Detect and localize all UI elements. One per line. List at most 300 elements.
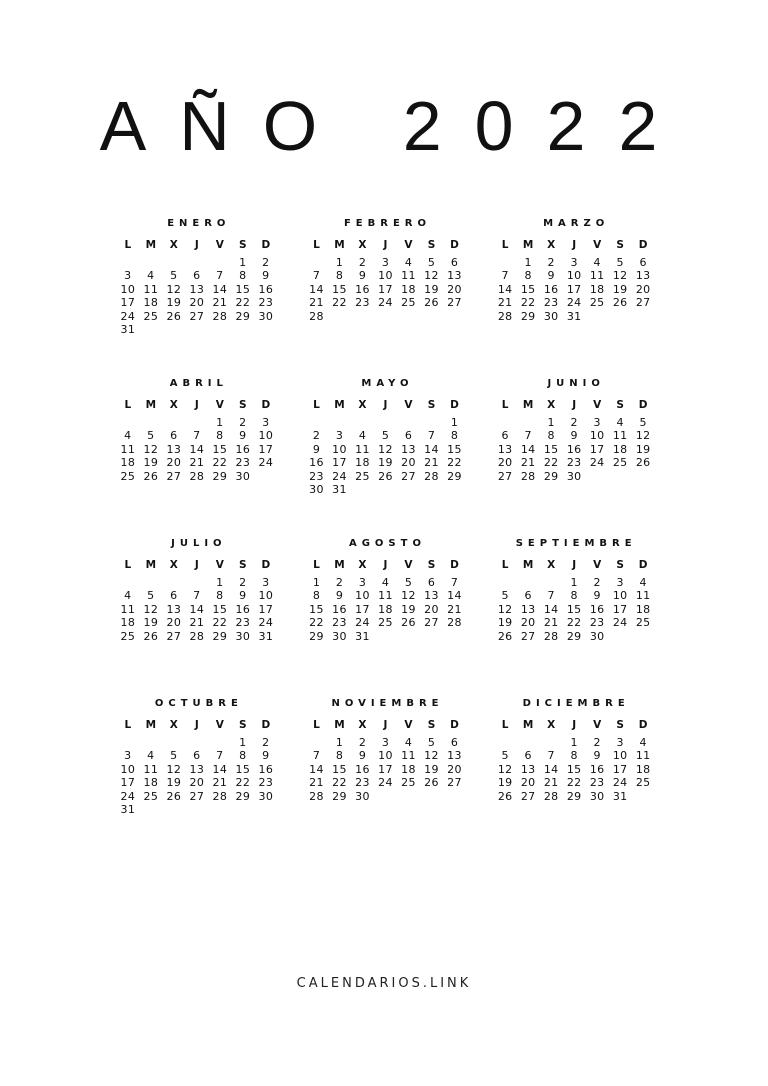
month-name: OCTUBRE	[154, 698, 243, 709]
day-cell: 15	[520, 282, 536, 296]
month-septiembre	[479, 534, 668, 694]
day-cell: 24	[258, 456, 274, 470]
day-cell: 12	[424, 269, 439, 283]
weekday-label: S	[616, 399, 624, 411]
empty-cell	[139, 256, 162, 269]
weekday-label: X	[358, 399, 367, 411]
day-cell: 10	[355, 589, 370, 603]
day-cell: 29	[566, 789, 582, 803]
empty-cell	[116, 736, 139, 749]
month-enero	[102, 214, 291, 374]
day-cell: 23	[355, 776, 370, 790]
day-cell: 17	[332, 456, 347, 470]
weekday-label: J	[572, 399, 577, 411]
day-cell: 20	[520, 776, 536, 790]
day-cell: 27	[166, 469, 182, 483]
day-cell: 27	[447, 296, 462, 310]
empty-cell	[116, 576, 139, 589]
weekday-label: S	[616, 719, 624, 731]
empty-cell	[162, 256, 185, 269]
day-cell: 6	[170, 429, 178, 443]
empty-cell	[162, 576, 185, 589]
weekday-label: L	[501, 399, 509, 411]
days-grid	[305, 736, 465, 803]
day-cell: 26	[635, 456, 651, 470]
day-cell: 4	[124, 589, 132, 603]
weekday-label: V	[215, 399, 224, 411]
day-cell: 12	[378, 442, 393, 456]
day-cell: 21	[189, 616, 205, 630]
weekday-label: X	[169, 559, 178, 571]
days-grid	[305, 576, 465, 643]
weekday-label: M	[145, 719, 157, 731]
day-cell: 24	[120, 309, 136, 323]
weekday-label: M	[522, 239, 534, 251]
day-cell: 2	[593, 736, 601, 749]
day-cell: 24	[612, 616, 628, 630]
day-cell: 17	[612, 762, 628, 776]
month-octubre	[102, 694, 291, 854]
day-cell: 25	[635, 776, 651, 790]
day-cell: 1	[570, 736, 578, 749]
day-cell: 30	[589, 789, 605, 803]
day-cell: 23	[355, 296, 370, 310]
day-cell: 18	[612, 442, 628, 456]
day-cell: 28	[212, 309, 228, 323]
day-cell: 3	[616, 576, 624, 589]
day-cell: 27	[166, 629, 182, 643]
day-cell: 24	[589, 456, 605, 470]
day-cell: 6	[193, 269, 201, 283]
day-cell: 7	[312, 269, 321, 283]
weekday-label: J	[383, 239, 388, 251]
day-cell: 25	[589, 296, 605, 310]
day-cell: 17	[378, 282, 393, 296]
empty-cell	[139, 416, 162, 429]
day-cell: 5	[147, 589, 155, 603]
weekday-label: J	[194, 559, 199, 571]
day-cell: 25	[401, 296, 416, 310]
day-cell: 16	[355, 282, 370, 296]
day-cell: 5	[427, 736, 436, 749]
day-cell: 26	[378, 469, 393, 483]
day-cell: 8	[570, 589, 578, 603]
day-cell: 11	[635, 749, 651, 763]
empty-cell	[397, 416, 420, 429]
day-cell: 8	[335, 269, 344, 283]
day-cell: 15	[235, 762, 251, 776]
day-cell: 24	[355, 616, 370, 630]
weekday-label: D	[450, 719, 459, 731]
day-cell: 3	[381, 256, 390, 269]
weekday-label: J	[383, 719, 388, 731]
day-cell: 3	[358, 576, 367, 589]
day-cell: 10	[589, 429, 605, 443]
day-cell: 18	[635, 602, 651, 616]
day-cell: 15	[566, 762, 582, 776]
day-cell: 6	[170, 589, 178, 603]
day-cell: 8	[335, 749, 344, 763]
day-cell: 21	[309, 296, 324, 310]
day-cell: 29	[543, 469, 559, 483]
day-cell: 15	[332, 282, 347, 296]
day-cell: 23	[235, 456, 251, 470]
day-cell: 20	[189, 296, 205, 310]
month-agosto	[291, 534, 480, 694]
day-cell: 6	[450, 256, 459, 269]
weekday-label: D	[638, 399, 648, 411]
day-cell: 5	[381, 429, 390, 443]
weekday-label: S	[239, 719, 247, 731]
day-cell: 19	[166, 296, 182, 310]
day-cell: 29	[212, 469, 228, 483]
day-cell: 19	[166, 776, 182, 790]
day-cell: 3	[262, 576, 270, 589]
day-cell: 19	[424, 762, 439, 776]
day-cell: 15	[212, 602, 228, 616]
day-cell: 29	[235, 789, 251, 803]
day-cell: 17	[120, 776, 136, 790]
day-cell: 23	[258, 296, 274, 310]
days-grid	[116, 576, 276, 643]
day-cell: 9	[358, 749, 367, 763]
day-cell: 30	[258, 789, 274, 803]
weekday-header	[305, 394, 465, 416]
day-cell: 6	[404, 429, 413, 443]
days-grid	[494, 256, 654, 323]
weekday-label: L	[313, 719, 320, 731]
page-title: AÑO 2022	[99, 87, 691, 165]
day-cell: 18	[143, 776, 159, 790]
weekday-label: S	[427, 239, 436, 251]
day-cell: 29	[447, 469, 462, 483]
weekday-label: M	[145, 559, 157, 571]
empty-cell	[305, 736, 328, 749]
day-cell: 26	[424, 776, 439, 790]
weekday-label: M	[334, 399, 345, 411]
weekday-label: V	[215, 559, 224, 571]
day-cell: 15	[447, 442, 462, 456]
weekday-label: X	[169, 719, 178, 731]
day-cell: 17	[589, 442, 605, 456]
empty-cell	[540, 576, 563, 589]
day-cell: 8	[312, 589, 321, 603]
day-cell: 18	[401, 762, 416, 776]
day-cell: 3	[570, 256, 578, 269]
day-cell: 29	[212, 629, 228, 643]
weekday-label: L	[501, 239, 509, 251]
day-cell: 23	[589, 776, 605, 790]
day-cell: 9	[239, 429, 247, 443]
day-cell: 25	[401, 776, 416, 790]
day-cell: 8	[216, 429, 224, 443]
day-cell: 10	[566, 269, 582, 283]
weekday-label: D	[261, 239, 271, 251]
empty-cell	[420, 416, 443, 429]
day-cell: 31	[120, 322, 136, 336]
empty-cell	[540, 736, 563, 749]
days-grid	[494, 736, 654, 803]
day-cell: 22	[332, 296, 347, 310]
weekday-label: V	[593, 719, 602, 731]
day-cell: 1	[239, 256, 247, 269]
day-cell: 4	[147, 749, 155, 763]
day-cell: 3	[335, 429, 344, 443]
day-cell: 16	[258, 282, 274, 296]
weekday-label: M	[334, 239, 345, 251]
day-cell: 10	[378, 749, 393, 763]
day-cell: 8	[239, 749, 247, 763]
day-cell: 22	[566, 776, 582, 790]
days-grid	[494, 416, 654, 483]
day-cell: 19	[497, 776, 513, 790]
day-cell: 16	[589, 762, 605, 776]
weekday-label: J	[572, 719, 577, 731]
day-cell: 29	[520, 309, 536, 323]
day-cell: 29	[309, 629, 324, 643]
day-cell: 25	[143, 789, 159, 803]
weekday-header	[494, 714, 654, 736]
day-cell: 29	[332, 789, 347, 803]
day-cell: 12	[166, 282, 182, 296]
day-cell: 25	[378, 616, 393, 630]
day-cell: 1	[524, 256, 532, 269]
weekday-header	[116, 714, 276, 736]
day-cell: 14	[309, 762, 324, 776]
day-cell: 5	[616, 256, 624, 269]
weekday-label: X	[547, 559, 556, 571]
day-cell: 1	[547, 416, 555, 429]
day-cell: 26	[166, 789, 182, 803]
day-cell: 9	[358, 269, 367, 283]
day-cell: 7	[427, 429, 436, 443]
day-cell: 15	[235, 282, 251, 296]
days-grid	[116, 416, 276, 483]
day-cell: 18	[120, 616, 136, 630]
day-cell: 4	[593, 256, 601, 269]
day-cell: 7	[193, 589, 201, 603]
day-cell: 20	[520, 616, 536, 630]
day-cell: 8	[570, 749, 578, 763]
weekday-label: L	[124, 399, 132, 411]
day-cell: 4	[358, 429, 367, 443]
day-cell: 25	[612, 456, 628, 470]
day-cell: 12	[143, 442, 159, 456]
day-cell: 20	[447, 762, 462, 776]
day-cell: 11	[401, 749, 416, 763]
day-cell: 24	[120, 789, 136, 803]
day-cell: 14	[189, 602, 205, 616]
day-cell: 16	[566, 442, 582, 456]
day-cell: 30	[355, 789, 370, 803]
weekday-label: D	[261, 719, 271, 731]
day-cell: 22	[566, 616, 582, 630]
empty-cell	[116, 416, 139, 429]
weekday-label: J	[383, 559, 388, 571]
weekday-label: L	[313, 559, 320, 571]
empty-cell	[139, 736, 162, 749]
weekday-label: X	[358, 559, 367, 571]
empty-cell	[494, 576, 517, 589]
day-cell: 23	[235, 616, 251, 630]
day-cell: 14	[543, 602, 559, 616]
day-cell: 25	[143, 309, 159, 323]
day-cell: 21	[497, 296, 513, 310]
weekday-label: J	[194, 239, 199, 251]
day-cell: 5	[639, 416, 647, 429]
day-cell: 14	[309, 282, 324, 296]
day-cell: 27	[447, 776, 462, 790]
day-cell: 13	[424, 589, 439, 603]
day-cell: 26	[143, 629, 159, 643]
day-cell: 14	[424, 442, 439, 456]
weekday-label: V	[404, 399, 413, 411]
calendar-grid	[102, 214, 668, 854]
day-cell: 8	[547, 429, 555, 443]
weekday-label: V	[404, 239, 413, 251]
weekday-header	[494, 394, 654, 416]
day-cell: 20	[447, 282, 462, 296]
weekday-label: S	[427, 399, 436, 411]
day-cell: 12	[635, 429, 651, 443]
day-cell: 6	[427, 576, 436, 589]
day-cell: 4	[147, 269, 155, 283]
days-grid	[305, 256, 465, 323]
day-cell: 3	[124, 749, 132, 763]
day-cell: 23	[566, 456, 582, 470]
weekday-label: J	[383, 399, 388, 411]
weekday-label: M	[522, 399, 534, 411]
day-cell: 20	[166, 616, 182, 630]
weekday-label: X	[169, 399, 178, 411]
day-cell: 28	[424, 469, 439, 483]
month-name: NOVIEMBRE	[331, 698, 444, 709]
weekday-label: L	[313, 239, 320, 251]
day-cell: 10	[378, 269, 393, 283]
days-grid	[116, 256, 276, 336]
weekday-label: J	[194, 719, 199, 731]
day-cell: 26	[497, 629, 513, 643]
day-cell: 30	[235, 629, 251, 643]
weekday-label: L	[501, 719, 509, 731]
day-cell: 20	[635, 282, 651, 296]
day-cell: 1	[335, 256, 344, 269]
month-name: SEPTIEMBRE	[515, 538, 637, 549]
days-grid	[116, 736, 276, 816]
day-cell: 28	[543, 629, 559, 643]
day-cell: 21	[520, 456, 536, 470]
day-cell: 12	[612, 269, 628, 283]
weekday-label: D	[638, 719, 648, 731]
day-cell: 12	[166, 762, 182, 776]
weekday-header	[305, 714, 465, 736]
day-cell: 24	[566, 296, 582, 310]
day-cell: 22	[543, 456, 559, 470]
day-cell: 13	[166, 602, 182, 616]
day-cell: 29	[235, 309, 251, 323]
weekday-label: S	[239, 399, 247, 411]
day-cell: 5	[427, 256, 436, 269]
day-cell: 2	[547, 256, 555, 269]
day-cell: 13	[520, 602, 536, 616]
empty-cell	[374, 416, 397, 429]
weekday-label: V	[404, 559, 413, 571]
day-cell: 2	[239, 416, 247, 429]
day-cell: 27	[189, 789, 205, 803]
month-name: ABRIL	[169, 378, 228, 389]
month-name: ENERO	[167, 218, 231, 229]
day-cell: 4	[124, 429, 132, 443]
day-cell: 4	[381, 576, 390, 589]
day-cell: 23	[543, 296, 559, 310]
day-cell: 26	[143, 469, 159, 483]
weekday-label: V	[593, 239, 602, 251]
day-cell: 2	[358, 736, 367, 749]
days-grid	[494, 576, 654, 643]
day-cell: 13	[520, 762, 536, 776]
day-cell: 28	[189, 469, 205, 483]
day-cell: 27	[189, 309, 205, 323]
weekday-label: M	[522, 559, 534, 571]
day-cell: 30	[332, 629, 347, 643]
day-cell: 1	[216, 576, 224, 589]
day-cell: 26	[424, 296, 439, 310]
day-cell: 6	[524, 749, 532, 763]
weekday-label: J	[572, 559, 577, 571]
day-cell: 7	[450, 576, 459, 589]
day-cell: 14	[520, 442, 536, 456]
day-cell: 26	[401, 616, 416, 630]
day-cell: 12	[143, 602, 159, 616]
day-cell: 17	[566, 282, 582, 296]
day-cell: 25	[120, 469, 136, 483]
day-cell: 10	[120, 762, 136, 776]
weekday-label: V	[593, 399, 602, 411]
weekday-header	[305, 234, 465, 256]
day-cell: 22	[447, 456, 462, 470]
day-cell: 8	[216, 589, 224, 603]
day-cell: 30	[589, 629, 605, 643]
empty-cell	[116, 256, 139, 269]
weekday-label: V	[404, 719, 413, 731]
month-name: AGOSTO	[348, 538, 426, 549]
day-cell: 18	[589, 282, 605, 296]
day-cell: 19	[424, 282, 439, 296]
day-cell: 22	[212, 616, 228, 630]
month-febrero	[291, 214, 480, 374]
day-cell: 21	[309, 776, 324, 790]
weekday-label: X	[547, 239, 556, 251]
day-cell: 26	[497, 789, 513, 803]
weekday-label: M	[145, 399, 157, 411]
day-cell: 27	[424, 616, 439, 630]
day-cell: 21	[189, 456, 205, 470]
day-cell: 11	[612, 429, 628, 443]
empty-cell	[517, 416, 540, 429]
day-cell: 29	[566, 629, 582, 643]
weekday-header	[116, 394, 276, 416]
day-cell: 13	[447, 749, 462, 763]
day-cell: 16	[332, 602, 347, 616]
weekday-label: X	[547, 399, 556, 411]
day-cell: 19	[143, 616, 159, 630]
day-cell: 5	[170, 749, 178, 763]
day-cell: 12	[424, 749, 439, 763]
day-cell: 7	[547, 749, 555, 763]
day-cell: 11	[120, 442, 136, 456]
day-cell: 31	[332, 482, 347, 496]
empty-cell	[305, 256, 328, 269]
